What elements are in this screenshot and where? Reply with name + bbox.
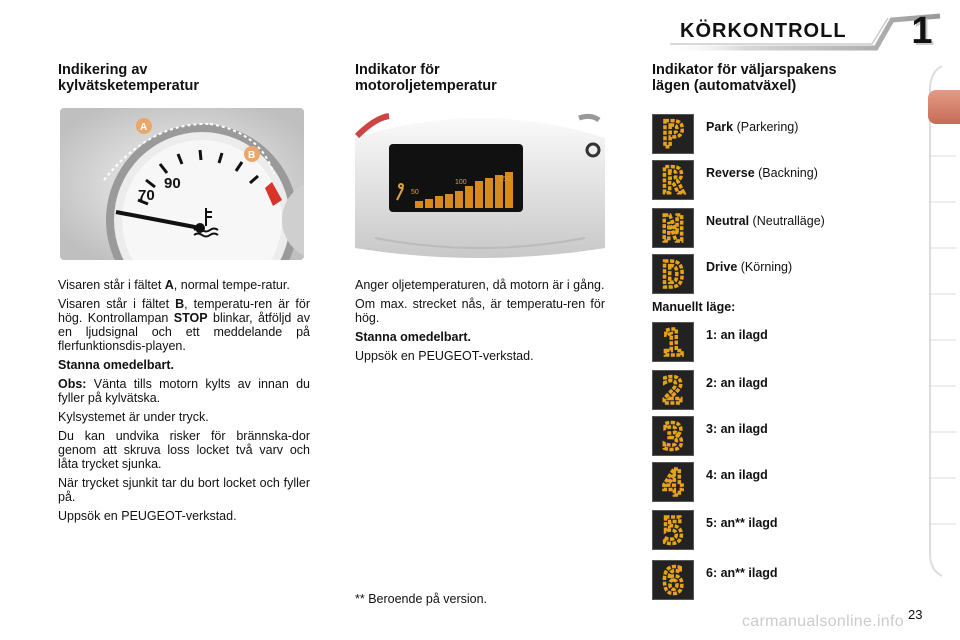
coolant-refill: När trycket sjunkit tar du bort locket och fyller på. bbox=[58, 476, 310, 504]
manual-gear-4-label: 4: an ilagd bbox=[706, 468, 768, 482]
active-chapter-tab[interactable] bbox=[928, 90, 960, 124]
oil-level-bar bbox=[465, 186, 473, 208]
svg-text:N: N bbox=[662, 211, 684, 245]
manual-gear-3-indicator bbox=[652, 416, 694, 456]
gear-n-indicator bbox=[652, 208, 694, 248]
gear-n-row bbox=[652, 208, 932, 252]
oil-tick-50: 50 bbox=[411, 189, 419, 196]
oil-temp-display bbox=[355, 108, 605, 260]
svg-text:R: R bbox=[662, 163, 684, 197]
manual-gear-3-row bbox=[652, 416, 932, 460]
manual-gear-4-row bbox=[652, 462, 932, 506]
oil-heading: Indikator för motoroljetemperatur bbox=[355, 62, 497, 94]
svg-text:D: D bbox=[662, 257, 684, 291]
oil-section bbox=[355, 62, 605, 94]
gear-p-label: Park (Parkering) bbox=[706, 120, 799, 134]
chapter-header bbox=[640, 4, 960, 60]
gear-heading: Indikator för väljarspakens lägen (automatväxel) bbox=[652, 62, 837, 94]
oil-level-bar bbox=[455, 191, 463, 208]
oil-para-2: Om max. strecket nås, är temperatu-ren för hög. bbox=[355, 297, 605, 325]
gear-p-row bbox=[652, 114, 932, 158]
gear-symbol-1-icon bbox=[656, 325, 690, 359]
svg-text:3: 3 bbox=[662, 419, 684, 453]
manual-gear-1-indicator bbox=[652, 322, 694, 362]
oil-tick-100: 100 bbox=[455, 179, 467, 186]
gear-symbol-P-icon bbox=[656, 117, 690, 151]
gear-d-indicator bbox=[652, 254, 694, 294]
gear-symbol-5-icon bbox=[656, 513, 690, 547]
gear-r-row bbox=[652, 160, 932, 204]
oil-text bbox=[355, 278, 605, 368]
coolant-note: Obs: Vänta tills motorn kylts av innan du fyller på kylvätska. bbox=[58, 377, 310, 405]
oil-level-bar bbox=[475, 181, 483, 208]
svg-text:1: 1 bbox=[662, 325, 684, 359]
page-number: 23 bbox=[908, 607, 923, 622]
chapter-title: KÖRKONTROLL bbox=[680, 20, 847, 42]
gear-d-label: Drive (Körning) bbox=[706, 260, 793, 274]
gear-d-row bbox=[652, 254, 932, 298]
watermark: carmanualsonline.info bbox=[742, 613, 904, 630]
oil-tick-150: 150 bbox=[499, 176, 511, 183]
coolant-heading: Indikering av kylvätsketemperatur bbox=[58, 62, 200, 94]
gear-section bbox=[652, 62, 922, 94]
gear-symbol-R-icon bbox=[656, 163, 690, 197]
manual-gear-2-label: 2: an ilagd bbox=[706, 376, 768, 390]
manual-gear-3-label: 3: an ilagd bbox=[706, 422, 768, 436]
gear-symbol-6-icon bbox=[656, 563, 690, 597]
svg-text:2: 2 bbox=[662, 373, 684, 407]
manual-gear-4-indicator bbox=[652, 462, 694, 502]
oil-level-bar bbox=[485, 178, 493, 208]
manual-gear-1-row bbox=[652, 322, 932, 366]
gauge-tick-90: 90 bbox=[164, 175, 181, 192]
coolant-workshop: Uppsök en PEUGEOT-verkstad. bbox=[58, 509, 237, 523]
coolant-section bbox=[58, 62, 310, 94]
coolant-gauge-illustration bbox=[60, 108, 304, 260]
coolant-para-2: Visaren står i fältet B, temperatu-ren är för hög. Kontrollampan STOP blinkar, åtföljd av en ljudsignal och ett meddelande på flerfunktionsdis-playen. bbox=[58, 297, 310, 353]
chapter-number: 1 bbox=[911, 10, 933, 52]
manual-gear-2-indicator bbox=[652, 370, 694, 410]
coolant-stop-now: Stanna omedelbart. bbox=[58, 358, 174, 372]
oil-workshop: Uppsök en PEUGEOT-verkstad. bbox=[355, 349, 534, 363]
svg-text:4: 4 bbox=[662, 465, 684, 499]
version-footnote: ** Beroende på version. bbox=[355, 592, 488, 606]
coolant-text bbox=[58, 278, 310, 528]
gear-symbol-N-icon bbox=[656, 211, 690, 245]
coolant-pressure: Kylsystemet är under tryck. bbox=[58, 410, 209, 424]
svg-text:5: 5 bbox=[662, 513, 684, 547]
manual-gear-5-indicator bbox=[652, 510, 694, 550]
gear-symbol-D-icon bbox=[656, 257, 690, 291]
coolant-para-1: Visaren står i fältet A, normal tempe-ratur. bbox=[58, 278, 290, 292]
oil-level-bar bbox=[415, 201, 423, 208]
manual-gear-5-row bbox=[652, 510, 932, 554]
manual-gear-6-row bbox=[652, 560, 932, 604]
oil-level-bar bbox=[425, 199, 433, 208]
gear-r-indicator bbox=[652, 160, 694, 200]
manual-gear-6-label: 6: an** ilagd bbox=[706, 566, 778, 580]
gear-symbol-4-icon bbox=[656, 465, 690, 499]
marker-b: B bbox=[248, 150, 256, 161]
svg-text:6: 6 bbox=[662, 563, 684, 597]
manual-gear-2-row bbox=[652, 370, 932, 414]
coolant-burn-risk: Du kan undvika risker för brännska-dor genom att skruva loss locket två varv och låta trycket sjunka. bbox=[58, 429, 310, 471]
gear-r-label: Reverse (Backning) bbox=[706, 166, 818, 180]
manual-gear-6-indicator bbox=[652, 560, 694, 600]
oil-temp-image bbox=[355, 108, 605, 260]
oil-level-bar bbox=[445, 194, 453, 208]
manual-gear-1-label: 1: an ilagd bbox=[706, 328, 768, 342]
gear-symbol-2-icon bbox=[656, 373, 690, 407]
gear-p-indicator bbox=[652, 114, 694, 154]
svg-text:P: P bbox=[662, 117, 684, 151]
gear-n-label: Neutral (Neutralläge) bbox=[706, 214, 825, 228]
marker-a: A bbox=[140, 122, 148, 133]
oil-stop-now: Stanna omedelbart. bbox=[355, 330, 471, 344]
coolant-gauge-image bbox=[60, 108, 304, 260]
gauge-tick-70: 70 bbox=[138, 187, 155, 204]
manual-mode-heading: Manuellt läge: bbox=[652, 300, 736, 314]
oil-para-1: Anger oljetemperaturen, då motorn är i gång. bbox=[355, 278, 605, 292]
manual-gear-5-label: 5: an** ilagd bbox=[706, 516, 778, 530]
gear-symbol-3-icon bbox=[656, 419, 690, 453]
oil-level-bar bbox=[435, 196, 443, 208]
